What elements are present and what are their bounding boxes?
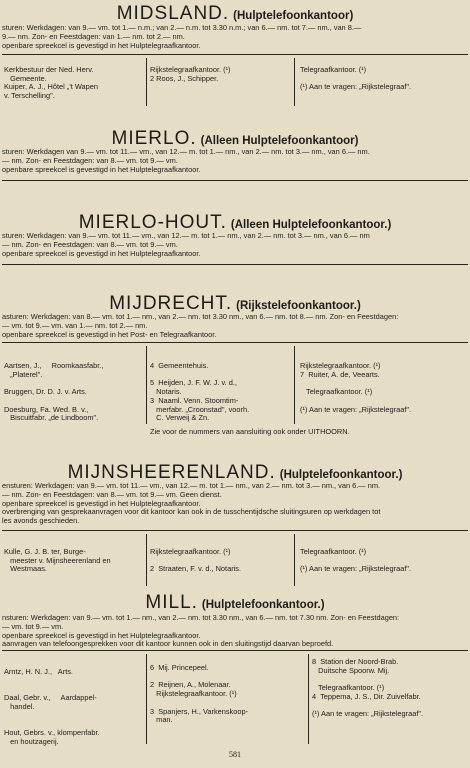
column-divider [146,654,147,744]
office-hours: ensturen: Werkdagen: van 9.— vm. tot 11.— vm., van 12.— m. tot 1.— nm., van 2.— nm. tot 3.— nm., van 6.— nm. — nm. Zon- en Feestdagen: van 8.— vm. tot 9.— vm. Geen dienst. openbare spreekcel is gevestigd in het Hulptelegraafkantoor. overbrenging van gesprekaanvragen voor dit kantoor kan ook in de tusschentijdsche sluitingsuren op werkdagen tot les avonds geschieden. [2,482,381,526]
office-type: (Alleen Hulptelefoonkantoor.) [230,219,392,231]
entries-col-1: Arntz, H. N. J., Arts. Daal, Gebr. v., Aardappel- handel. Hout, Gebrs. v., klompenfabr. en houtzagerij. [4,667,100,746]
divider [2,264,468,265]
office-hours: sturen: Werkdagen: van 9.— vm. tot 11.— vm., van 12.— m. tot 1.— nm., van 2.— nm. tot 3.— nm., van 6.— nm — nm. Zon- en Feestdagen: van 8.— vm. tot 9.— vm. openbare spreekcel is gevestigd in het Hulptelegraafkantoor. [2,232,370,258]
column-divider [294,58,295,106]
column-divider [146,58,147,106]
section-title-mijdrecht [0,293,470,315]
entries-col-2: Rijkstelegraafkantoor. (¹) 2 Straaten, F. v. d., Notaris. [150,547,242,574]
column-divider [294,534,295,586]
entries-col-1: Kulle, G. J. B. ter, Burge- meester v. Mijnsheerenland en Westmaas. [4,547,111,574]
section-title-mijnsheerenland [0,462,470,484]
place-name: MILL. [145,592,198,613]
entries-col-2: 6 Mij. Princepeel. 2 Reijnen, A., Molenaar. Rijkstelegraafkantoor. (¹) 3 Spanjers, H., Varkenskoop- man. [150,663,249,725]
office-type: (Hulptelefoonkantoor.) [201,599,325,611]
office-hours: sturen: Werkdagen: van 9.— vm. tot 1.— n.m.; van 2.— n.m. tot 3.30 n.m.; van 6.— nm. tot 7.— nm., van 8.— 9.— nm. Zon- en Feestdagen: van 1.— nm. tot 2.— nm. openbare spreekcel is gevestigd in het Hulptelegraafkantoor. [2,24,362,50]
divider [2,530,468,531]
section-title-mierlo [0,128,470,150]
entries-col-3: Telegraafkantoor. (¹) (¹) Aan te vragen: „Rijkstelegraaf". [300,65,412,92]
divider [2,342,468,343]
office-hours: asturen: Werkdagen: van 8.— vm. tot 1.— nm., van 2.— nm. tot 3.30 nm., van 6.— nm. tot 8.— nm. Zon- en Feestdagen: — vm. tot 9.— vm. van 1.— nm. tot 2.— nm. openbare spreekcel is gevestigd in het Post- en Telegraafkantoor. [2,313,399,339]
office-type: (Hulptelefoonkantoor.) [279,469,403,481]
place-name: MIDSLAND. [116,3,230,24]
office-hours: nsturen: Werkdagen: van 9.— vm. tot 1.— nm., van 2.— nm. tot 3.30 nm., van 6.— nm. tot 7.30 nm. Zon- en Feestdagen: — vm. tot 9.— vm. openbare spreekcel is gevestigd in het Hulptelegraafkantoor. aanvragen van telefoongesprekken voor dit kantoor kunnen ook in den sluitingstijd daarvan beproefd. [2,614,400,649]
entries-col-2: Rijkstelegraafkantoor. (¹) 2 Roos, J., Schipper. [150,65,231,83]
column-divider [294,346,295,424]
place-name: MIJNSHEERENLAND. [67,462,276,483]
place-name: MIERLO. [111,128,197,149]
office-type: (Alleen Hulptelefoonkantoor) [200,135,359,147]
section-title-mill [0,592,470,614]
office-hours: sturen: Werkdagen van 9.— vm. tot 11.— vm., van 12.— m. tot 1.— nm., van 2.— nm. tot 3.— nm., van 6.— nm. — nm. Zon- en Feestdagen: van 8.— vm. tot 9.— vm. openbare spreekcel is gevestigd in het Hulptelegraafkantoor. [2,148,370,174]
section-title-midsland [0,3,470,25]
column-divider [308,654,309,744]
place-name: MIJDRECHT. [109,293,233,314]
divider [2,180,468,181]
divider [2,54,468,55]
column-divider [146,534,147,586]
section-title-mierlo-hout [0,212,470,234]
entries-col-3: Telegraafkantoor. (¹) (¹) Aan te vragen: „Rijkstelegraaf". [300,547,412,574]
column-divider [146,346,147,424]
place-name: MIERLO-HOUT. [78,212,227,233]
entries-col-1: Kerkbestuur der Ned. Herv. Gemeente. Kuiper, A. J., Hôtel „'t Wapen v. Terschelling". [4,65,98,101]
entries-col-2: 4 Gemeentehuis. 5 Heijden, J. F. W. J. v. d., Notaris. 3 Naaml. Venn. Stoomtim- merfabr. „Croonstad", voorh. C. Verweij & Zn. [150,361,250,423]
office-type: (Hulptelefoonkantoor) [233,10,354,22]
entries-col-1: Aartsen, J., Roomkaasfabr., „Platerel". Bruggen, Dr. D. J. v. Arts. Doesburg, Fa. Wed. B. v., Biscuitfabr. „de Lindboom". [4,361,104,423]
entries-col-3: 8 Station der Noord-Brab. Duitsche Spoorw. Mij. Telegraafkantoor. (¹) 4 Teppema, J. S., Dir. Zuivelfabr. (¹) Aan te vragen: „Rijkstelegraaf". [312,657,424,719]
cross-reference-note: Zie voor de nummers van aansluiting ook onder UITHOORN. [150,427,350,436]
page-number: 581 [229,750,241,759]
office-type: (Rijkstelefoonkantoor.) [236,300,361,312]
entries-col-3: Rijkstelegraafkantoor. (¹) 7 Ruiter, A. de, Veearts. Telegraafkantoor. (¹) (¹) Aan te vragen: „Rijkstelegraaf". [300,361,412,414]
divider [2,650,468,651]
